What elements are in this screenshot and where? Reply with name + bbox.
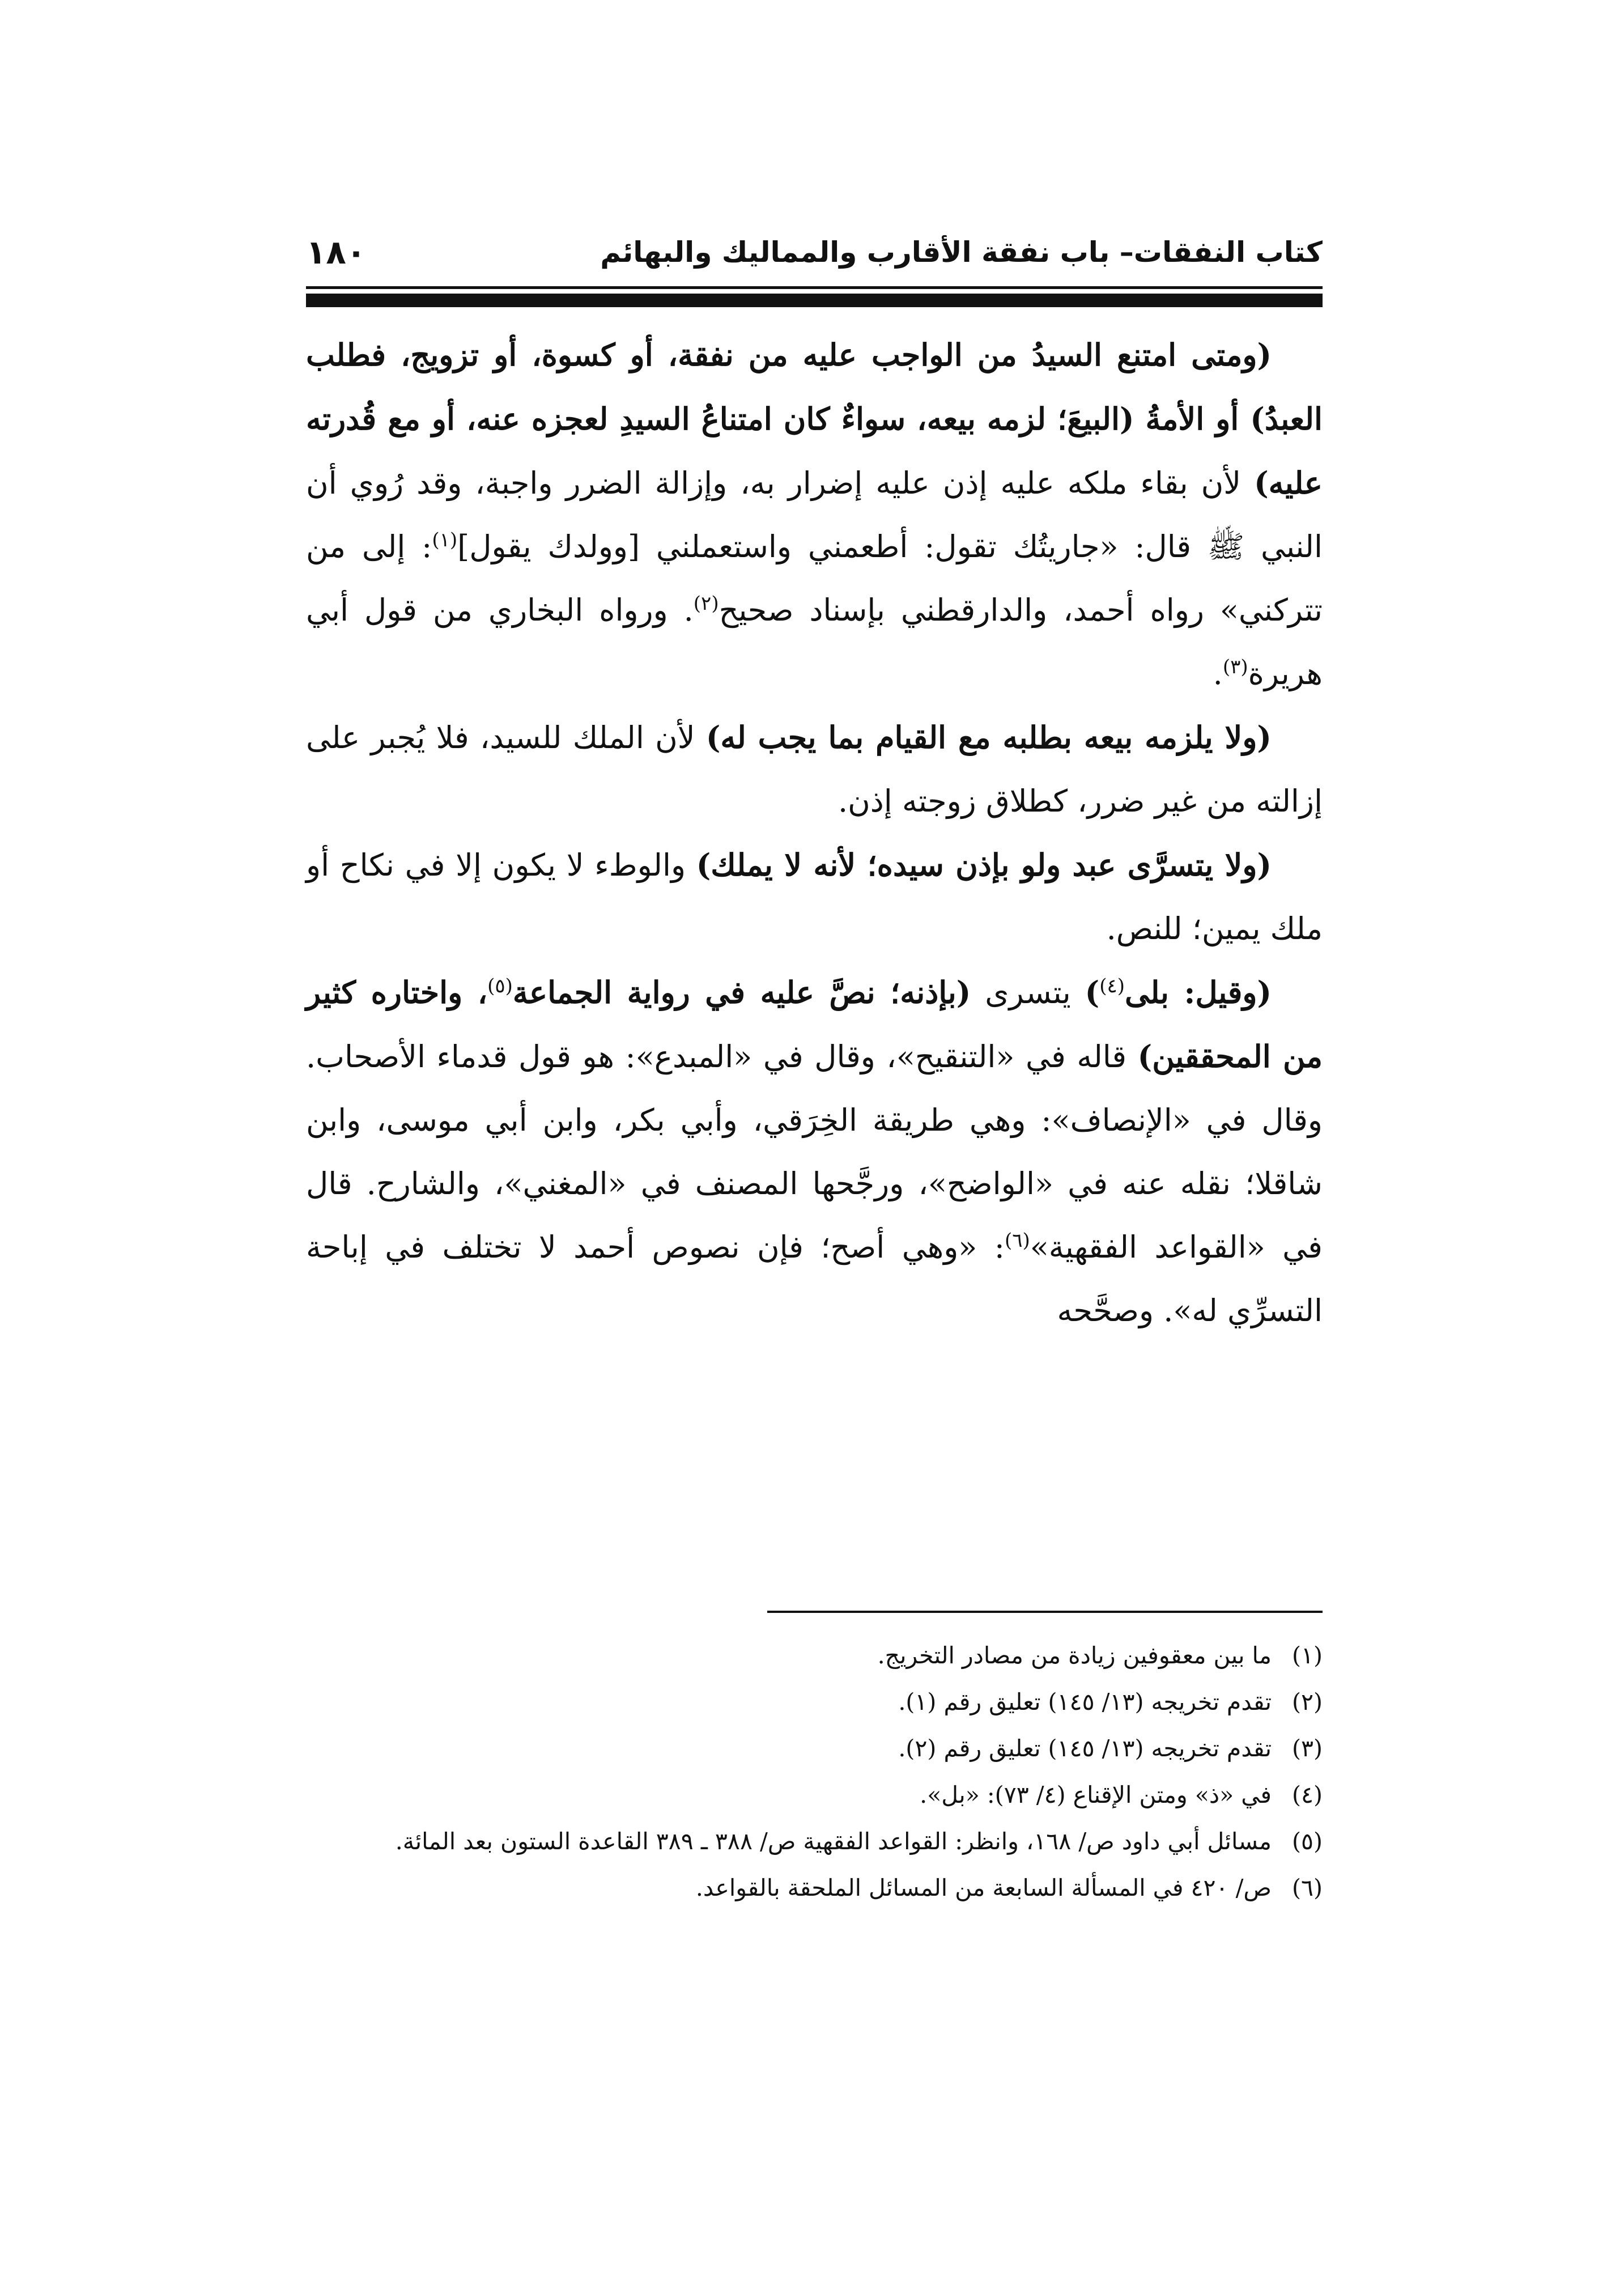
footnote-item: [306, 1865, 1323, 1911]
footnote-text: في «ذ» ومتن الإقناع (٤/ ٧٣): «بل».: [920, 1781, 1272, 1808]
footnote-item: [306, 1772, 1323, 1818]
footnotes: [306, 1632, 1323, 1911]
body-paragraph: [306, 323, 1323, 706]
footnote-text: ص/ ٤٢٠ في المسألة السابعة من المسائل الملحقة بالقواعد.: [695, 1874, 1272, 1901]
footnote-reference: (٦): [1004, 1229, 1030, 1252]
matn-text: (ولا يلزمه بيعه بطلبه مع القيام بما يجب له): [705, 719, 1272, 755]
footnote-item: [306, 1818, 1323, 1865]
footnote-item: [306, 1725, 1323, 1772]
header-rule-thin: [306, 286, 1323, 289]
body-paragraph: [306, 961, 1323, 1343]
commentary-text: : إلى من تتركني» رواه أحمد، والدارقطني بإسناد صحيح: [306, 529, 1323, 628]
matn-text: ): [1085, 974, 1100, 1010]
footnote-item: [306, 1632, 1323, 1679]
commentary-text: والوطء لا يكون إلا في نكاح أو ملك يمين؛ للنص.: [306, 847, 1323, 946]
commentary-text: يتسرى: [971, 975, 1085, 1010]
footnote-number: (٤): [1291, 1781, 1323, 1808]
matn-text: (وقيل: بلى: [1125, 974, 1272, 1010]
matn-text: (ولا يتسرَّى عبد ولو بإذن سيده؛ لأنه لا يملك): [696, 847, 1272, 883]
commentary-text: قاله في «التنقيح»، وقال في «المبدع»: هو قول قدماء الأصحاب. وقال في «الإنصاف»: وهي طريقة الخِرَقي، وأبي بكر، وابن أبي موسى، وابن شاقلا؛ نقله عنه في «الواضح»، ورجَّحها المصنف في «المغني»، والشارح. قال في «القواعد الفقهية»: [306, 1039, 1323, 1265]
footnote-reference: (٥): [487, 975, 513, 997]
footnote-separator: [767, 1611, 1323, 1613]
commentary-text: .: [1213, 656, 1223, 691]
footnote-number: (٣): [1291, 1735, 1323, 1762]
commentary-text: لأن بقاء ملكه عليه إذن عليه إضرار به، وإزالة الضرر واجبة، وقد رُوي أن النبي ﷺ قال: «جاريتُك تقول: أطعمني واستعملني [وولدك يقول]: [306, 465, 1323, 564]
page-header: [306, 230, 1323, 281]
footnote-text: مسائل أبي داود ص/ ١٦٨، وانظر: القواعد الفقهية ص/ ٣٨٨ ـ ٣٨٩ القاعدة الستون بعد المائة.: [395, 1828, 1272, 1855]
body-paragraph: [306, 833, 1323, 961]
running-header-title: كتاب النفقات– باب نفقة الأقارب والمماليك والبهائم: [600, 236, 1323, 269]
page-number: ١٨٠: [306, 233, 367, 271]
footnote-text: ما بين معقوفين زيادة من مصادر التخريج.: [877, 1642, 1272, 1669]
matn-text: (ومتى امتنع السيدُ من الواجب عليه من نفقة، أو كسوة، أو تزويج، فطلب العبدُ) أو الأمةُ (البيعَ؛ لزمه بيعه، سواءٌ كان امتناعُ السيدِ لعجزه عنه، أو مع قُدرته عليه): [306, 337, 1323, 501]
footnote-number: (٦): [1291, 1874, 1323, 1901]
footnote-text: تقدم تخريجه (١٣/ ١٤٥) تعليق رقم (١).: [898, 1688, 1272, 1715]
footnote-text: تقدم تخريجه (١٣/ ١٤٥) تعليق رقم (٢).: [898, 1735, 1272, 1762]
footnote-reference: (٣): [1222, 656, 1248, 678]
body-paragraph: [306, 706, 1323, 833]
commentary-text: لأن الملك للسيد، فلا يُجبر على إزالته من غير ضرر، كطلاق زوجته إذن.: [306, 720, 1323, 819]
main-text: [306, 323, 1323, 1343]
commentary-text: : «وهي أصح؛ فإن نصوص أحمد لا تختلف في إباحة التسرِّي له». وصحَّحه: [306, 1229, 1323, 1328]
header-rule-thick: [306, 294, 1323, 307]
matn-text: (بإذنه؛ نصَّ عليه في رواية الجماعة: [512, 974, 971, 1010]
footnote-number: (١): [1291, 1642, 1323, 1669]
footnote-reference: (١): [432, 529, 458, 551]
matn-text: ، واختاره كثير من المحققين): [306, 974, 1323, 1075]
footnote-reference: (٢): [693, 592, 719, 615]
footnote-reference: (٤): [1099, 975, 1125, 997]
footnote-number: (٢): [1291, 1688, 1323, 1715]
footnote-item: [306, 1679, 1323, 1725]
commentary-text: . ورواه البخاري من قول أبي هريرة: [306, 592, 1323, 691]
footnote-number: (٥): [1291, 1828, 1323, 1855]
